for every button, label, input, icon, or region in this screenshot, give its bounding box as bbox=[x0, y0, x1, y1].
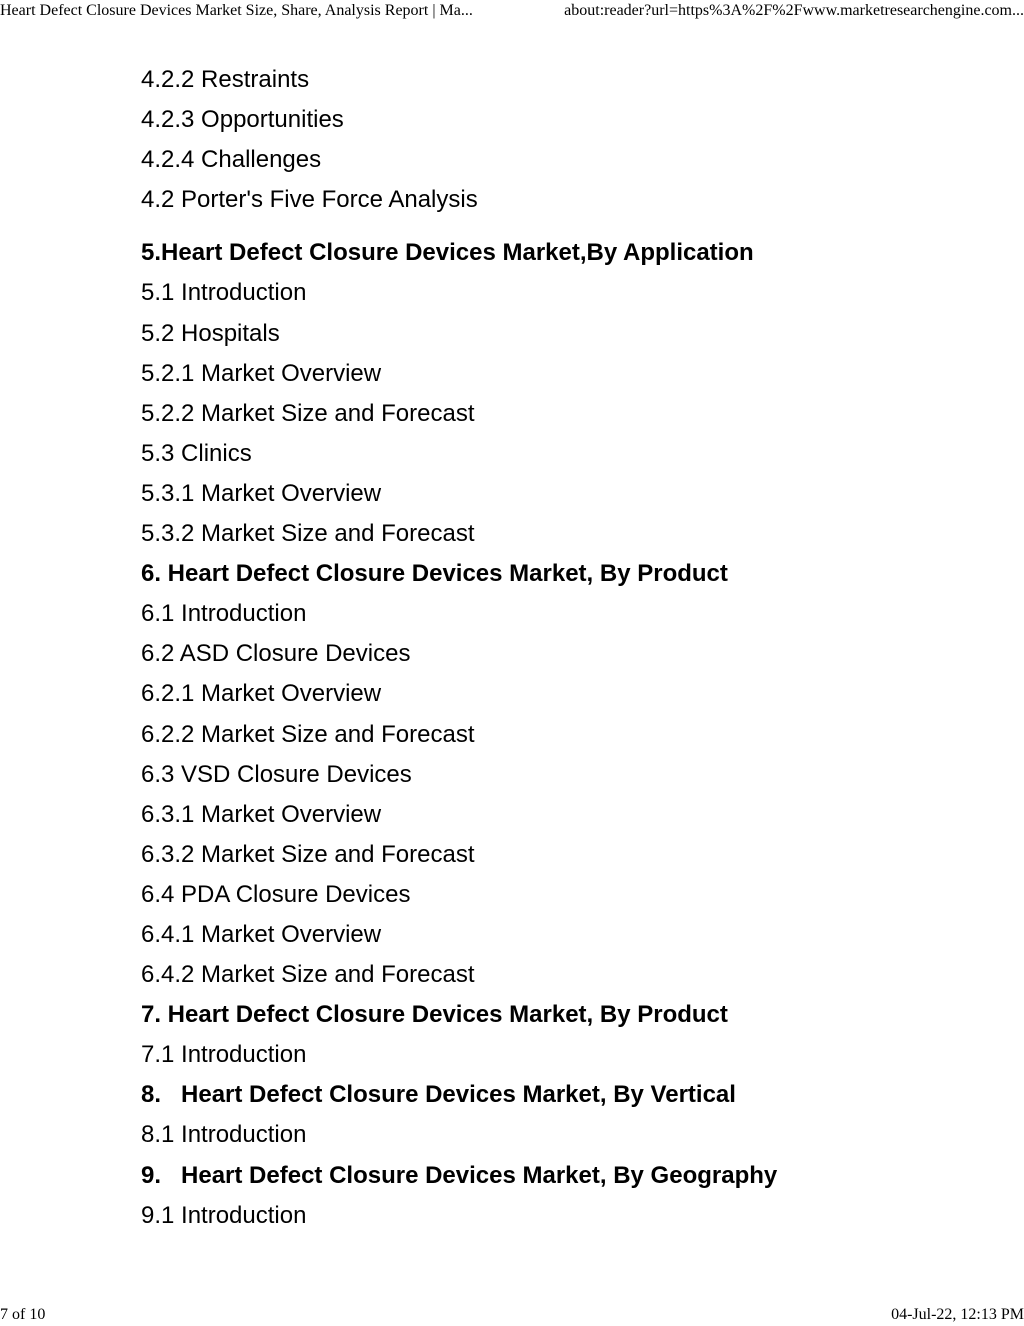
toc-item: 6.1 Introduction bbox=[141, 600, 307, 628]
toc-item: 7.1 Introduction bbox=[141, 1041, 307, 1069]
toc-item: 6.3.2 Market Size and Forecast bbox=[141, 840, 475, 868]
toc-item: 4.2.2 Restraints bbox=[141, 66, 310, 93]
page-url: about:reader?url=https%3A%2F%2Fwww.marketresearchengine.com... bbox=[564, 2, 1024, 19]
toc-item: 6.2 ASD Closure Devices bbox=[141, 640, 411, 668]
toc-item: 4.2.3 Opportunities bbox=[141, 106, 344, 134]
toc-item: 5.3.2 Market Size and Forecast bbox=[141, 520, 475, 548]
toc-item: 6.2.2 Market Size and Forecast bbox=[141, 720, 475, 748]
print-footer bbox=[0, 1304, 1024, 1326]
toc-item: 9.1 Introduction bbox=[141, 1201, 307, 1229]
toc-item: 4.2.4 Challenges bbox=[141, 146, 322, 174]
toc-item: 6.3 VSD Closure Devices bbox=[141, 760, 412, 788]
toc-item: 5.3 Clinics bbox=[141, 439, 252, 467]
toc-section-heading: 6. Heart Defect Closure Devices Market, By Product bbox=[141, 560, 728, 588]
toc-section-heading: 7. Heart Defect Closure Devices Market, By Product bbox=[141, 1001, 728, 1029]
toc-item: 5.2.1 Market Overview bbox=[141, 359, 382, 387]
toc-item: 8.1 Introduction bbox=[141, 1121, 307, 1149]
toc-item: 5.3.1 Market Overview bbox=[141, 479, 382, 507]
toc-item: 6.4 PDA Closure Devices bbox=[141, 880, 411, 908]
table-of-contents bbox=[141, 60, 1001, 1236]
toc-item: 4.2 Porter's Five Force Analysis bbox=[141, 186, 478, 214]
page-number: 7 of 10 bbox=[0, 1306, 46, 1323]
toc-item: 5.2.2 Market Size and Forecast bbox=[141, 399, 475, 427]
toc-item: 5.2 Hospitals bbox=[141, 319, 280, 347]
document-title: Heart Defect Closure Devices Market Size, Share, Analysis Report | Ma... bbox=[0, 2, 473, 19]
print-timestamp: 04-Jul-22, 12:13 PM bbox=[891, 1306, 1024, 1323]
toc-section-heading: 9. Heart Defect Closure Devices Market, By Geography bbox=[141, 1161, 778, 1189]
toc-section-heading: 5.Heart Defect Closure Devices Market,By Application bbox=[141, 239, 754, 267]
toc-item: 6.3.1 Market Overview bbox=[141, 800, 382, 828]
toc-item: 6.4.1 Market Overview bbox=[141, 920, 382, 948]
toc-item: 6.4.2 Market Size and Forecast bbox=[141, 961, 475, 989]
print-header bbox=[0, 0, 1024, 22]
toc-item: 5.1 Introduction bbox=[141, 279, 307, 307]
toc-section-heading: 8. Heart Defect Closure Devices Market, By Vertical bbox=[141, 1081, 736, 1109]
toc-item: 6.2.1 Market Overview bbox=[141, 680, 382, 708]
